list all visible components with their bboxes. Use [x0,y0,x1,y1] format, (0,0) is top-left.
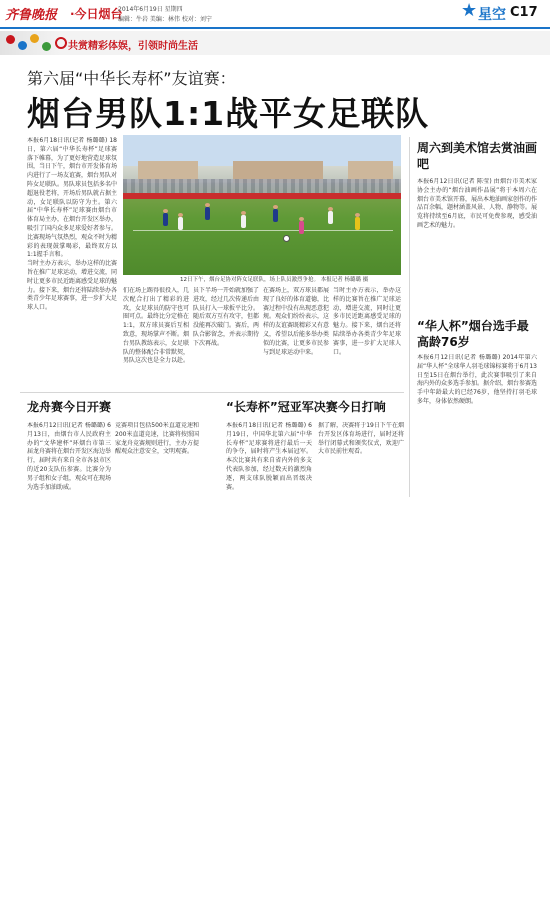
section-divider [20,392,404,393]
dragon-boat-article-column-2 [115,422,199,512]
article-text: 当时主办方表示，举办这样的比赛旨在推广足球运动，增进交流，同时让更多市民近距离感受足球的魅力。接下来，烟台还将陆续举办各类青少年足球赛事，进一步扩大足球人口。 [27,260,117,312]
player [163,213,168,226]
player [299,221,304,234]
star-icon: ★ [461,0,478,21]
main-article-column-2 [123,287,189,389]
art-museum-article-text [417,178,537,310]
article-text: 本报6月12日讯(记者 杨璐璐) 2014年第六届“华人杯”全球华人羽毛球锦标赛将于6月13日至15日在烟台举行，此次赛事吸引了来自海内外的众多选手参加。据介绍，烟台参赛选手中年龄最大的已经76岁，他坚持打羽毛球多年，身体依然硬朗。 [417,354,537,405]
article-text: 当时主办方表示，举办这样的比赛旨在推广足球运动，增进交流，同时让更多市民近距离感受足球的魅力。接下来，烟台还将陆续举办各类青少年足球赛事，进一步扩大足球人口。 [333,287,401,356]
article-text: 本报6月18日讯(记者 杨璐璐) 18日，第六届“中华长寿杯”足球赛落下帷幕，为了更好地营造足球氛围，当日下午，烟台市开发体育场内进行了一场友谊赛，烟台男队对阵女足联队。男队球员包括多名中超退役老将，开场后男队就占据主动，女足联队以防守为主。第六届“中华长寿杯”足球赛由烟台市体育局主办，在烟台开发区举办，吸引了国内众多足球爱好者参与。比赛现场气氛热烈，观众不时为精彩的表现鼓掌喝彩，最终双方以1:1握手言和。 [27,137,117,259]
article-text: 员下半场一开始就加强了进攻，经过几次传递后由队员打入一球扳平比分。随后双方互有攻守，但都没能再次破门。赛后，两队合影留念，并表示期待下次再战。 [193,287,259,347]
stadium-stand [123,179,401,193]
article-heading-art-museum: 周六到美术馆去赏油画吧 [417,141,538,171]
article-text: 据了解，决赛将于19日下午在烟台开发区体育场进行，届时还将举行闭幕式和颁奖仪式，欢迎广大市民前往观看。 [318,422,404,456]
article-text: 在赛场上，双方球员都展现了良好的体育道德，比赛过程中没有出现恶意犯规。观众们纷纷表示，这样的友谊赛既精彩又有意义，希望以后能多举办类似的比赛，让更多市民参与到足球运动中来。 [263,287,329,356]
circle-icon [55,37,67,49]
advertising-board [123,193,401,199]
newspaper-logo: 齐鲁晚报 [5,8,58,23]
main-article-column-5 [333,287,401,389]
main-article-column-3 [193,287,259,389]
section-banner [0,31,550,55]
article-text: 竞赛项目包括500米直道竞速和200米直道竞速，比赛将按照国家龙舟竞赛规则进行，主办方提醒观众注意安全，文明观赛。 [115,422,199,456]
player [273,209,278,222]
final-article-column-1 [226,422,312,512]
page-number: C17 [510,5,538,20]
player [205,207,210,220]
section-name: 星空 [478,7,506,23]
badminton-article-text [417,354,537,494]
main-headline: 烟台男队1:1战平女足联队 [27,94,430,133]
dragon-boat-article-column-1 [27,422,111,512]
main-article-column-1 [27,137,117,389]
column-divider [409,137,410,497]
article-heading-badminton: “华人杯”烟台选手最高龄76岁 [417,319,529,349]
article-text: 本报6月12日讯(记者 杨璐璐) 6月13日，由烟台市人民政府主办的“文华建杯”环烟台市第三届龙舟赛将在烟台开发区海边举行，届时共有来自全市各县市区的近20支队伍参赛。比赛分为男子组和女子组，观众可在现场为选手加油助威。 [27,422,111,491]
pitch-line [133,230,393,231]
article-heading-dragon-boat: 龙舟赛今日开赛 [27,400,112,414]
banner-decoration [0,31,60,55]
edition-name: ·今日烟台 [70,7,123,21]
article-text: 们在场上踢得很投入，几次配合打出了精彩的进攻，女足球员的防守也可圈可点。最终比分定格在1:1，双方球员赛后互相致意，现场掌声不断。烟台男队教练表示，女足联队的整体配合非常默契，男队这次也是全力以赴。 [123,287,189,365]
final-article-column-2 [318,422,404,512]
main-article-column-4 [263,287,329,389]
referee [355,217,360,230]
player [241,215,246,228]
header-divider [0,27,550,29]
article-text: 本报6月18日讯(记者 杨璐璐) 6月19日，中国华北第六届“中华长寿杯”足球赛将进行最后一天的争夺，届时将产生本届冠军。本次比赛共有来自省内外的多支代表队参加，经过数天的激烈角逐，两支球队脱颖而出晋级决赛。 [226,422,312,491]
banner-slogan: 共赏精彩体娱，引领时尚生活 [68,41,198,52]
article-text: 本报6月12日讯(记者 陈莹) 由烟台市美术家协会主办的“烟台油画作品展”将于本周六在烟台市美术馆开幕，展出本地油画家创作的作品百余幅，题材涵盖风景、人物、静物等。展览将持续至6月底，市民可免费参观，感受油画艺术的魅力。 [417,178,537,229]
football-match-photo [123,135,401,275]
football [283,235,290,242]
page-header [0,0,550,27]
player [178,217,183,230]
article-heading-final: “长寿杯”冠亚军决赛今日打响 [226,400,386,414]
editor-credits: 编辑：牛岩 美编：林伟 校对：刘宁 [118,16,212,23]
headline-kicker: 第六届“中华长寿杯”友谊赛： [27,69,236,88]
photo-caption: 12日下午，烟台足协对阵女足联队，场上队员激烈争抢。 本报记者 杨璐璐 摄 [180,277,369,283]
player [328,211,333,224]
issue-date: 2014年6月19日 星期四 [118,6,183,13]
